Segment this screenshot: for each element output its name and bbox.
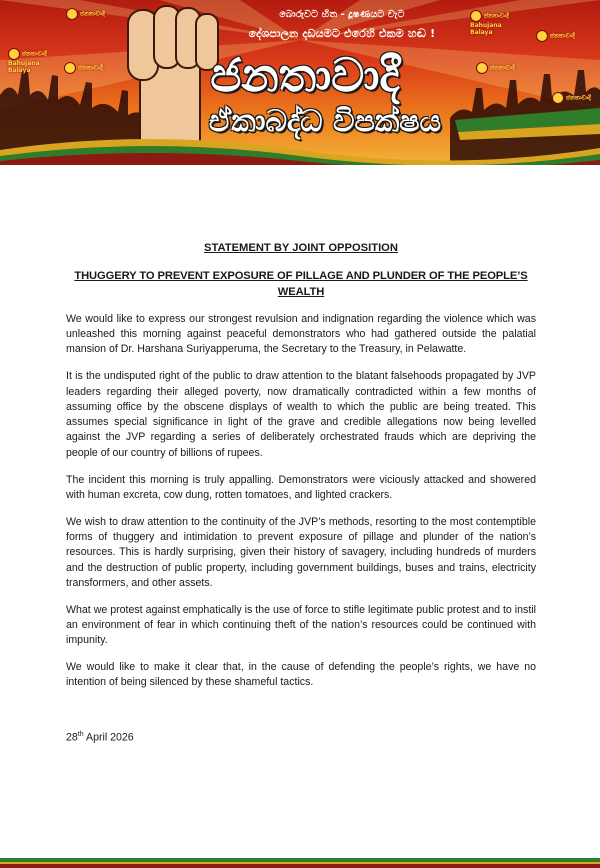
statement-subheading: THUGGERY TO PREVENT EXPOSURE OF PILLAGE AND PLUNDER OF THE PEOPLE’S WEALTH [74,270,528,298]
party-logo-badge-left-top: ජනතාවාදී Bahujana Balaya [8,48,50,68]
date-month-year: April 2026 [83,731,134,744]
statement-paragraph-3: The incident this morning is truly appalling. Demonstrators were viciously attacked and showered with human excreta, cow dung, rotten tomatoes, and lighted crackers. [66,473,536,501]
party-logo-badge-right-mid: ජනතාවාදී [476,62,518,82]
banner-title-line1: ජනතාවාදී [210,48,400,102]
date-suffix: th [77,730,84,738]
party-logo-badge-left-mid: ජනතාවාදී [64,62,106,82]
party-logo-badge-left-upper: ජනතාවාදී [66,8,108,28]
party-logo-badge-right-top: ජනතාවාදී Bahujana Balaya [470,10,512,30]
statement-paragraph-1: We would like to express our strongest revulsion and indignation regarding the violence which was unleashed this morning against peaceful demonstrators who had gathered outside the palatial mansion of Dr. Harshana Suriyapperuma, the Secretary to the Treasury, in Pelawatte. [66,312,536,356]
statement-paragraph-2: It is the undisputed right of the public to draw attention to the blatant falsehoods propagated by JVP leaders regarding their alleged poverty, now dramatically contradicted within a few months of assuming office by the obscene displays of wealth to which the public are being treated. This assumes special significance in light of the grave and credible allegations now being levelled against the JVP regarding a series of deliberately orchestrated frauds which are depriving the people of our country of billions of rupees. [66,370,536,459]
statement-paragraph-5: What we protest against emphatically is the use of force to stifle legitimate public protest and to instil an environment of fear in which continuing theft of the nation’s resources could be continued with impunity. [66,603,536,647]
banner-slogan-line1: බොරුවට හිත - දූෂණයට වැට [279,9,405,20]
party-logo-badge-right-low: ජනතාවාදී [552,92,594,112]
banner-slogan-line2: දේශපාලන දඩයමට එරෙහි එකම හඬ ! [248,27,436,40]
statement-heading: STATEMENT BY JOINT OPPOSITION [204,242,398,254]
statement-paragraph-6: We would like to make it clear that, in the cause of defending the people’s rights, we have no intention of being silenced by these shameful tactics. [66,661,536,689]
statement-paragraph-4: We wish to draw attention to the continuity of the JVP’s methods, resorting to the most contemptible forms of thuggery and intimidation to prevent exposure of pillage and plunder of the nation’s resources. This is hardly surprising, given their history of savagery, including hundreds of murders and the destruction of public property, including government buildings, buses and trains, electricity transformers, and other assets. [66,515,536,589]
footer-flag-bar [0,858,600,868]
statement-date [66,727,536,746]
header-banner [0,0,600,165]
statement-document [66,241,536,757]
party-logo-badge-right-upper: ජනතාවාදී [536,30,578,50]
date-day: 28 [66,731,78,744]
banner-title-line2: ඒකාබද්ධ විපක්ෂය [208,104,442,139]
